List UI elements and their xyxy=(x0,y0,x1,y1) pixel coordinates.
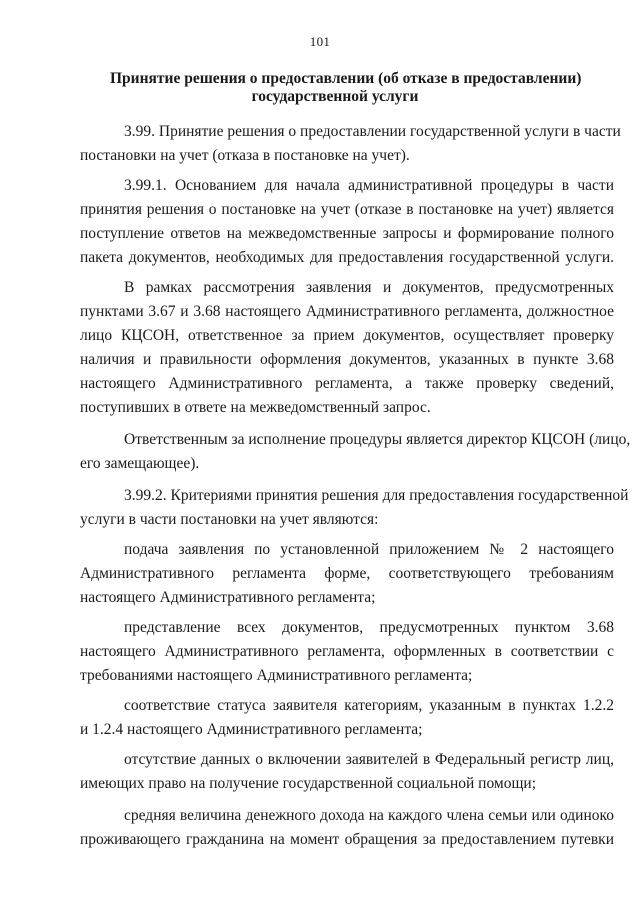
paragraph-line: В рамках рассмотрения заявления и документов, предусмотренных xyxy=(124,279,614,296)
paragraph-line: представление всех документов, предусмотренных пунктом 3.68 xyxy=(124,619,614,636)
paragraph-line: имеющих право на получение государственной социальной помощи; xyxy=(80,775,537,792)
page-number: 101 xyxy=(309,34,331,49)
paragraph-line: 3.99. Принятие решения о предоставлении государственной услуги в части xyxy=(124,123,621,140)
paragraph-line: соответствие статуса заявителя категориям, указанным в пунктах 1.2.2 xyxy=(124,697,614,714)
paragraph-line: отсутствие данных о включении заявителей в Федеральный регистр лиц, xyxy=(124,751,614,768)
paragraph-line: принятия решения о постановке на учет (отказе в постановке на учет) является xyxy=(80,201,614,218)
section-heading-line-2: государственной услуги xyxy=(251,88,419,105)
section-heading-line-1: Принятие решения о предоставлении (об отказе в предоставлении) xyxy=(110,70,582,87)
paragraph-line: пакета документов, необходимых для предоставления государственной услуги. xyxy=(80,249,614,266)
paragraph-line: Ответственным за исполнение процедуры является директор КЦСОН (лицо, xyxy=(124,431,631,448)
paragraph-line: пунктами 3.67 и 3.68 настоящего Административного регламента, должностное xyxy=(80,303,614,320)
paragraph-line: лицо КЦСОН, ответственное за прием документов, осуществляет проверку xyxy=(80,327,614,344)
paragraph-line: требованиями настоящего Административного регламента; xyxy=(80,667,473,684)
paragraph-line: настоящего Административного регламента; xyxy=(80,589,376,606)
paragraph-line: услуги в части постановки на учет являются: xyxy=(80,511,379,528)
paragraph-line: Административного регламента форме, соответствующего требованиям xyxy=(80,565,614,582)
paragraph-line: настоящего Административного регламента, оформленных в соответствии с xyxy=(80,643,614,660)
paragraph-line: наличия и правильности оформления документов, указанных в пункте 3.68 xyxy=(80,351,614,368)
paragraph-line: и 1.2.4 настоящего Административного регламента; xyxy=(80,721,423,738)
paragraph-line: поступивших в ответе на межведомственный запрос. xyxy=(80,399,431,416)
paragraph-line: его замещающее). xyxy=(80,455,200,472)
paragraph-line: настоящего Административного регламента, а также проверку сведений, xyxy=(80,375,614,392)
paragraph-line: средняя величина денежного дохода на каждого члена семьи или одиноко xyxy=(124,807,614,824)
paragraph-line: 3.99.2. Критериями принятия решения для предоставления государственной xyxy=(124,487,629,504)
paragraph-line: 3.99.1. Основанием для начала административной процедуры в части xyxy=(124,177,614,194)
paragraph-line: поступление ответов на межведомственные запросы и формирование полного xyxy=(80,225,614,242)
paragraph-line: проживающего гражданина на момент обращения за предоставлением путевки xyxy=(80,831,614,848)
paragraph-line: постановки на учет (отказа в постановке на учет). xyxy=(80,147,410,164)
paragraph-line: подача заявления по установленной приложением № 2 настоящего xyxy=(124,541,614,558)
